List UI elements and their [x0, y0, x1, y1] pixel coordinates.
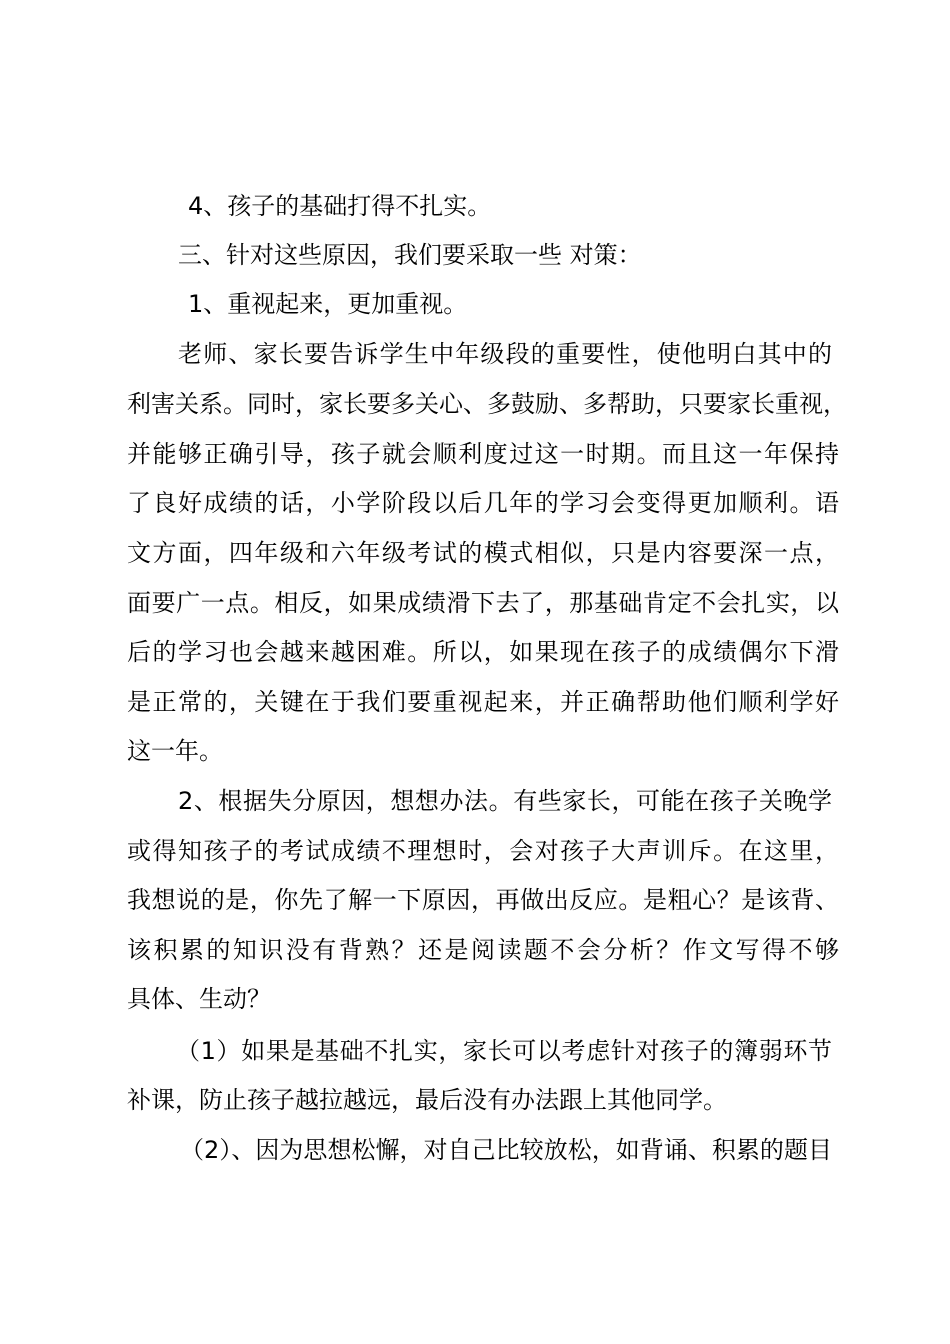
text-line-10: 后的学习也会越来越困难。所以，如果现在孩子的成绩偶尔下滑	[127, 638, 839, 666]
text-line-1: 4、孩子的基础打得不扎实。	[188, 192, 492, 220]
text-line-7: 了良好成绩的话，小学阶段以后几年的学习会变得更加顺利。语	[127, 489, 839, 517]
text-line-12: 这一年。	[127, 737, 223, 765]
text-line-3: 1、重视起来，更加重视。	[188, 290, 468, 318]
text-line-13: 2、根据失分原因，想想办法。有些家长，可能在孩子关晚学	[178, 787, 832, 815]
text-line-20: （2）、因为思想松懈，对自己比较放松，如背诵、积累的题目	[180, 1136, 832, 1164]
text-line-15: 我想说的是，你先了解一下原因，再做出反应。是粗心？是该背、	[127, 886, 839, 914]
text-line-8: 文方面，四年级和六年级考试的模式相似，只是内容要深一点，	[127, 539, 839, 567]
text-line-6: 并能够正确引导，孩子就会顺利度过这一时期。而且这一年保持	[127, 440, 839, 468]
text-line-17: 具体、生动？	[127, 985, 271, 1013]
text-line-18: （1）如果是基础不扎实，家长可以考虑针对孩子的簿弱环节	[176, 1037, 832, 1065]
text-line-16: 该积累的知识没有背熟？还是阅读题不会分析？作文写得不够	[127, 936, 839, 964]
text-line-5: 利害关系。同时，家长要多关心、多鼓励、多帮助，只要家长重视，	[127, 390, 847, 418]
text-line-2: 三、针对这些原因，我们要采取一些 对策：	[178, 241, 642, 269]
text-line-14: 或得知孩子的考试成绩不理想时，会对孩子大声训斥。在这里，	[127, 837, 839, 865]
text-line-4: 老师、家长要告诉学生中年级段的重要性，使他明白其中的	[178, 340, 832, 368]
text-line-19: 补课，防止孩子越拉越远，最后没有办法跟上其他同学。	[127, 1086, 727, 1114]
text-line-11: 是正常的，关键在于我们要重视起来，并正确帮助他们顺利学好	[127, 688, 839, 716]
text-line-9: 面要广一点。相反，如果成绩滑下去了，那基础肯定不会扎实，以	[127, 589, 839, 617]
